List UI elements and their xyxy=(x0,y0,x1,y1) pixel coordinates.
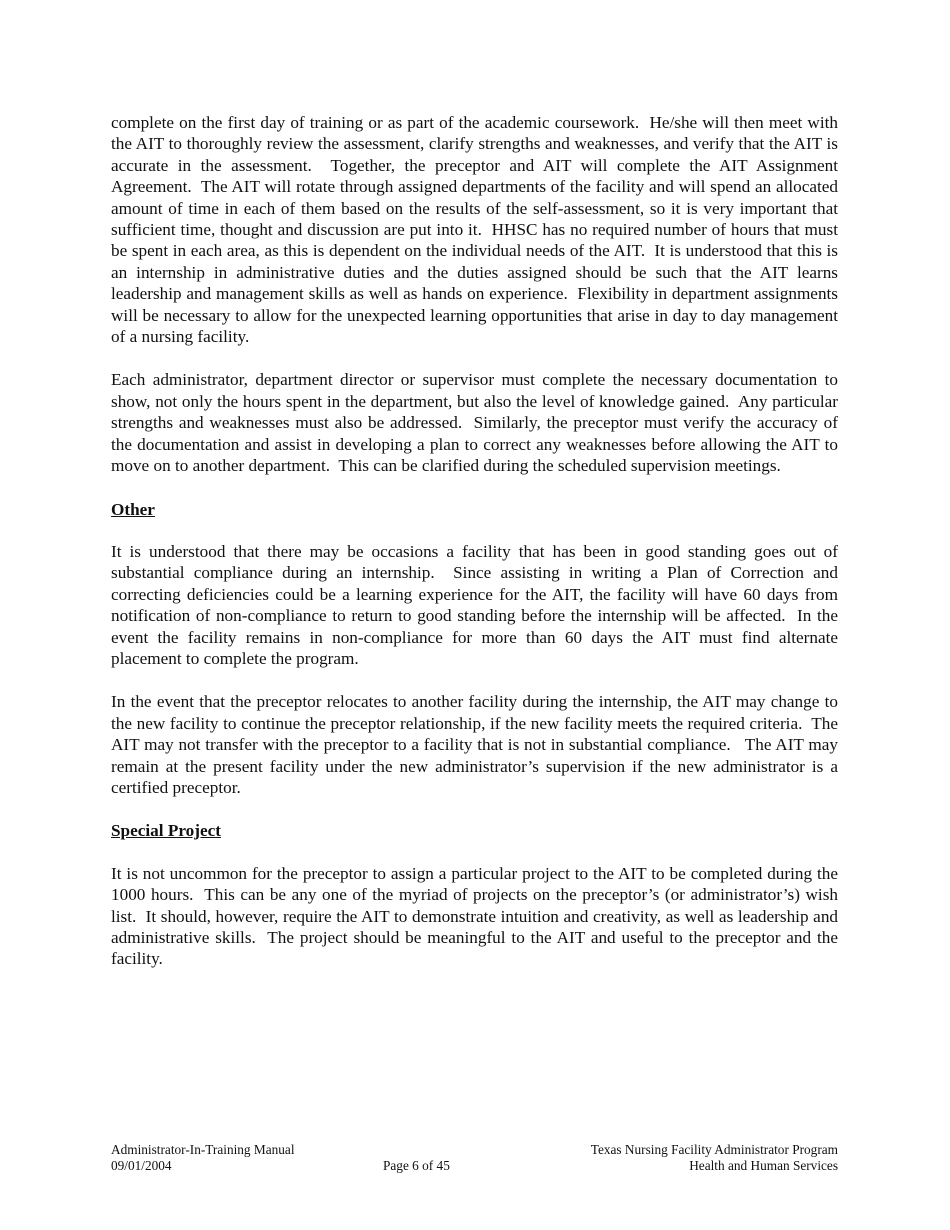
footer-right xyxy=(591,1142,838,1174)
footer-manual-title: Administrator-In-Training Manual xyxy=(111,1142,295,1157)
document-body xyxy=(111,112,843,992)
body-paragraph-continuation: complete on the first day of training or as part of the academic coursework. He/she will then meet with the AIT to thoroughly review the assessment, clarify strengths and weaknesses, and verify that the AIT is accurate in the assessment. Together, the preceptor and AIT will complete the AIT Assignment Agreement. The AIT will rotate through assigned departments of the facility and will spend an allocated amount of time in each of them based on the results of the self-assessment, so it is very important that sufficient time, thought and discussion are put into it. HHSC has no required number of hours that must be spent in each area, as this is dependent on the individual needs of the AIT. It is understood that this is an internship in administrative duties and the duties assigned should be such that the AIT learns leadership and management skills as well as hands on experience. Flexibility in department assignments will be necessary to allow for the unexpected learning opportunities that arise in day to day management of a nursing facility. xyxy=(111,113,843,347)
footer-page-number: Page 6 of 45 xyxy=(383,1158,450,1173)
footer-agency-name: Health and Human Services xyxy=(689,1158,838,1174)
footer-left xyxy=(111,1142,295,1174)
section-heading-other: Other xyxy=(111,499,155,519)
footer-program-name: Texas Nursing Facility Administrator Program xyxy=(590,1142,838,1157)
footer-date: 09/01/2004 xyxy=(111,1158,172,1174)
body-paragraph-special-project: It is not uncommon for the preceptor to assign a particular project to the AIT to be completed during the 1000 hours. This can be any one of the myriad of projects on the preceptor’s (or administrator’s) wish list. It should, however, require the AIT to demonstrate intuition and creativity, as well as leadership and administrative skills. The project should be meaningful to the AIT and useful to the preceptor and the facility. xyxy=(111,863,843,969)
body-paragraph-documentation: Each administrator, department director or supervisor must complete the necessary documentation to show, not only the hours spent in the department, but also the level of knowledge gained. Any particular strengths and weaknesses must also be addressed. Similarly, the preceptor must verify the accuracy of the documentation and assist in developing a plan to correct any weaknesses before allowing the AIT to move on to another department. This can be clarified during the scheduled supervision meetings. xyxy=(111,370,843,476)
body-paragraph-relocation: In the event that the preceptor relocates to another facility during the internship, the AIT may change to the new facility to continue the preceptor relationship, if the new facility meets the required criteria. The AIT may not transfer with the preceptor to a facility that is not in substantial compliance. The AIT may remain at the present facility under the new administrator’s supervision if the new administrator is a certified preceptor. xyxy=(111,692,843,797)
body-paragraph-compliance: It is understood that there may be occasions a facility that has been in good standing goes out of substantial compliance during an internship. Since assisting in writing a Plan of Correction and correcting deficiencies could be a learning experience for the AIT, the facility will have 60 days from notification of non-compliance to return to good standing before the internship will be affected. In the event the facility remains in non-compliance for more than 60 days the AIT must find alternate placement to complete the program. xyxy=(111,541,843,668)
section-heading-special-project: Special Project xyxy=(111,821,221,841)
page-footer xyxy=(111,1142,838,1176)
